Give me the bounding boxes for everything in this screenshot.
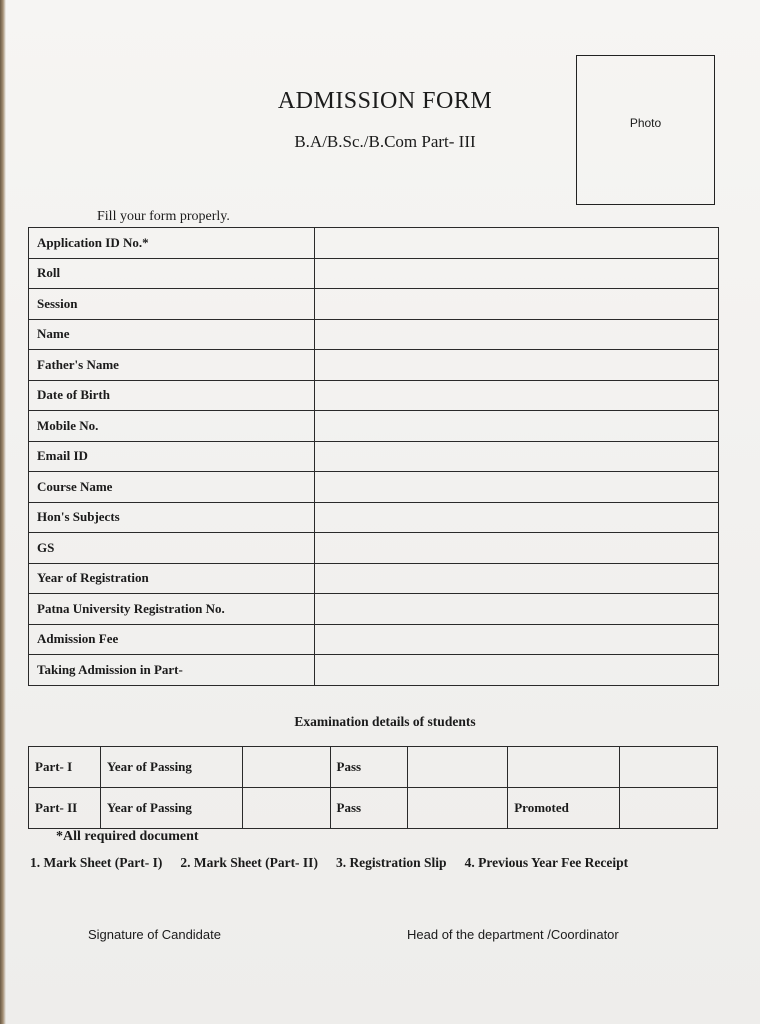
student-details-table <box>28 227 719 686</box>
field-row <box>29 502 719 533</box>
exam-year-value-cell[interactable] <box>242 747 330 788</box>
field-row <box>29 624 719 655</box>
document-item: 2. Mark Sheet (Part- II) <box>180 855 318 870</box>
field-row <box>29 563 719 594</box>
field-row <box>29 228 719 259</box>
exam-year-value-cell[interactable] <box>242 788 330 829</box>
exam-extra-value-cell[interactable] <box>620 788 718 829</box>
exam-extra-value-cell[interactable] <box>620 747 718 788</box>
field-label: Email ID <box>29 441 315 472</box>
field-value-cell[interactable] <box>315 350 719 381</box>
field-label: Hon's Subjects <box>29 502 315 533</box>
form-subtitle: B.A/B.Sc./B.Com Part- III <box>294 132 476 151</box>
field-row <box>29 258 719 289</box>
field-row <box>29 350 719 381</box>
field-label: Taking Admission in Part- <box>29 655 315 686</box>
field-value-cell[interactable] <box>315 289 719 320</box>
exam-year-label: Year of Passing <box>100 788 242 829</box>
field-value-cell[interactable] <box>315 258 719 289</box>
field-label: Application ID No.* <box>29 228 315 259</box>
document-item: 4. Previous Year Fee Receipt <box>464 855 629 870</box>
instruction-text: Fill your form properly. <box>97 209 230 224</box>
exam-pass-value-cell[interactable] <box>408 747 508 788</box>
field-row <box>29 319 719 350</box>
field-label: Course Name <box>29 472 315 503</box>
field-label: GS <box>29 533 315 564</box>
field-label: Father's Name <box>29 350 315 381</box>
exam-part-label: Part- II <box>29 788 101 829</box>
field-value-cell[interactable] <box>315 655 719 686</box>
exam-row <box>29 747 718 788</box>
form-title: ADMISSION FORM <box>277 88 493 114</box>
field-value-cell[interactable] <box>315 411 719 442</box>
exam-extra-label: Promoted <box>508 788 620 829</box>
field-value-cell[interactable] <box>315 472 719 503</box>
field-value-cell[interactable] <box>315 319 719 350</box>
field-label: Roll <box>29 258 315 289</box>
field-value-cell[interactable] <box>315 563 719 594</box>
photo-label: Photo <box>629 116 662 130</box>
field-row <box>29 441 719 472</box>
field-label: Name <box>29 319 315 350</box>
exam-part-label: Part- I <box>29 747 101 788</box>
field-label: Year of Registration <box>29 563 315 594</box>
exam-section-title: Examination details of students <box>294 714 476 729</box>
exam-details-table <box>28 746 718 829</box>
field-label: Patna University Registration No. <box>29 594 315 625</box>
field-label: Date of Birth <box>29 380 315 411</box>
exam-pass-label: Pass <box>330 788 408 829</box>
exam-year-label: Year of Passing <box>100 747 242 788</box>
field-row <box>29 472 719 503</box>
field-value-cell[interactable] <box>315 533 719 564</box>
candidate-signature-label: Signature of Candidate <box>88 927 221 942</box>
paper-edge-shadow <box>0 0 6 1024</box>
field-row <box>29 380 719 411</box>
documents-heading: *All required document <box>56 829 199 844</box>
field-value-cell[interactable] <box>315 380 719 411</box>
exam-row <box>29 788 718 829</box>
field-label: Admission Fee <box>29 624 315 655</box>
head-signature-label: Head of the department /Coordinator <box>407 927 619 942</box>
document-item: 3. Registration Slip <box>335 855 447 870</box>
field-row <box>29 533 719 564</box>
field-value-cell[interactable] <box>315 441 719 472</box>
photo-box[interactable] <box>576 55 715 205</box>
field-row <box>29 594 719 625</box>
field-value-cell[interactable] <box>315 228 719 259</box>
field-value-cell[interactable] <box>315 502 719 533</box>
exam-pass-label: Pass <box>330 747 408 788</box>
field-row <box>29 655 719 686</box>
field-row <box>29 289 719 320</box>
field-value-cell[interactable] <box>315 594 719 625</box>
field-label: Mobile No. <box>29 411 315 442</box>
field-label: Session <box>29 289 315 320</box>
exam-extra-label <box>508 747 620 788</box>
field-row <box>29 411 719 442</box>
field-value-cell[interactable] <box>315 624 719 655</box>
exam-pass-value-cell[interactable] <box>408 788 508 829</box>
document-item: 1. Mark Sheet (Part- I) <box>30 855 163 870</box>
documents-list <box>30 855 730 871</box>
